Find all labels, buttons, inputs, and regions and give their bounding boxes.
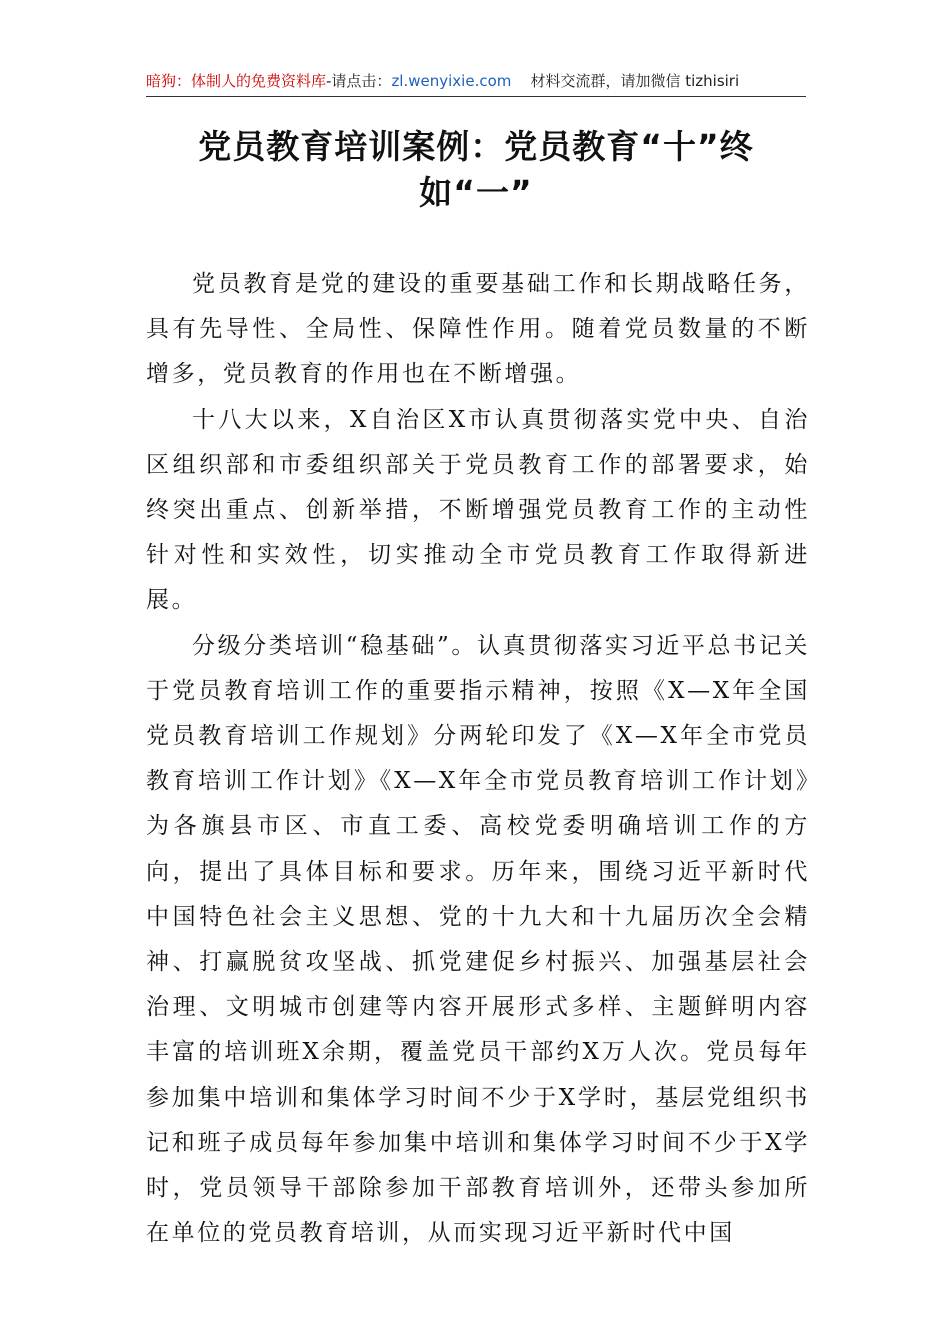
document-title: 党员教育培训案例：党员教育“十”终如“一” — [198, 127, 754, 212]
header-site-label: 暗狗：体制人的免费资料库 — [146, 72, 327, 90]
header-wechat-note: 材料交流群，请加微信 tizhisiri — [530, 72, 740, 90]
paragraph-overview: 十八大以来，X自治区X市认真贯彻落实党中央、自治区组织部和市委组织部关于党员教育工作的部署要求，始终突出重点、创新举措，不断增强党员教育工作的主动性针对性和实效性，切实推动全市党员教育工作取得新进展。 — [146, 406, 810, 614]
page-header — [146, 66, 806, 96]
header-spacer — [511, 72, 530, 90]
paragraph-training: 分级分类培训“稳基础”。认真贯彻落实习近平总书记关于党员教育培训工作的重要指示精神，按照《X—X年全国党员教育培训工作规划》分两轮印发了《X—X年全市党员教育培训工作计划》《X—X年全市党员教育培训工作计划》为各旗县市区、市直工委、高校党委明确培训工作的方向，提出了具体目标和要求。历年来，围绕习近平新时代中国特色社会主义思想、党的十九大和十九届历次全会精神、打赢脱贫攻坚战、抓党建促乡村振兴、加强基层社会治理、文明城市创建等内容开展形式多样、主题鲜明内容丰富的培训班X余期，覆盖党员干部约X万人次。党员每年参加集中培训和集体学习时间不少于X学时，基层党组织书记和班子成员每年参加集中培训和集体学习时间不少于X学时，党员领导干部除参加干部教育培训外，还带头参加所在单位的党员教育培训，从而实现习近平新时代中国 — [146, 632, 810, 1247]
paragraph-intro: 党员教育是党的建设的重要基础工作和长期战略任务，具有先导性、全局性、保障性作用。随着党员数量的不断增多，党员教育的作用也在不断增强。 — [146, 271, 810, 388]
header-click-label: -请点击： — [326, 72, 392, 90]
document-body — [146, 262, 810, 1256]
header-url-link[interactable]: zl.wenyixie.com — [391, 72, 512, 90]
header-divider — [146, 96, 806, 97]
